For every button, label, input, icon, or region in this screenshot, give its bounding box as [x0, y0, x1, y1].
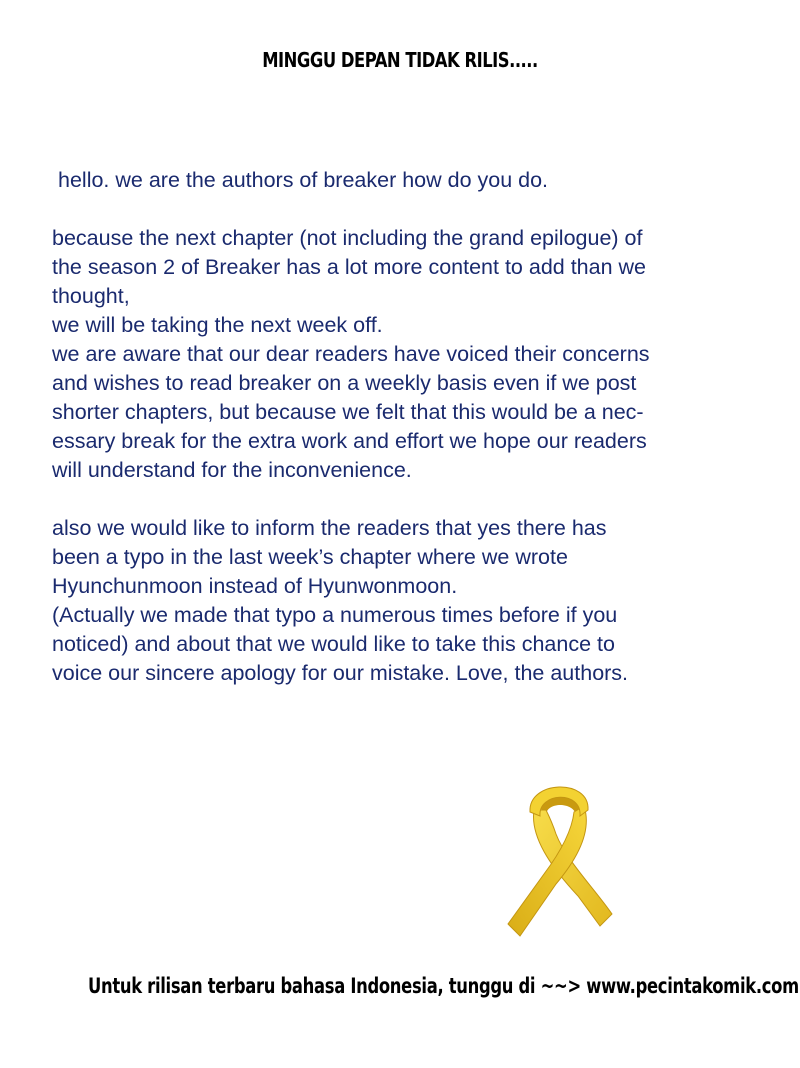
paragraph-gap: [52, 485, 752, 514]
letter-line: hello. we are the authors of breaker how do you do.: [58, 168, 549, 192]
letter-line: and wishes to read breaker on a weekly basis even if we post: [52, 371, 637, 395]
paragraph-gap: [52, 195, 752, 224]
letter-line: noticed) and about that we would like to take this chance to: [52, 632, 615, 656]
letter-line: been a typo in the last week’s chapter where we wrote: [52, 545, 568, 569]
letter-line: we will be taking the next week off.: [52, 313, 383, 337]
letter-line: shorter chapters, but because we felt that this would be a nec-: [52, 400, 644, 424]
yellow-ribbon-icon: [500, 776, 620, 946]
footer-promo-text: Untuk rilisan terbaru bahasa Indonesia, tunggu di ~~> www.pecintakomik.com: [88, 974, 799, 998]
letter-line: voice our sincere apology for our mistake. Love, the authors.: [52, 661, 629, 685]
letter-line: because the next chapter (not including the grand epilogue) of: [52, 226, 643, 250]
letter-line: (Actually we made that typo a numerous times before if you: [52, 603, 618, 627]
authors-letter: [52, 166, 752, 688]
letter-line: also we would like to inform the readers that yes there has: [52, 516, 607, 540]
letter-line: essary break for the extra work and effort we hope our readers: [52, 429, 647, 453]
page-title: MINGGU DEPAN TIDAK RILIS.....: [262, 48, 538, 72]
letter-line: we are aware that our dear readers have voiced their concerns: [52, 342, 650, 366]
letter-line: the season 2 of Breaker has a lot more content to add than we: [52, 255, 647, 279]
letter-line: will understand for the inconvenience.: [52, 458, 412, 482]
letter-line: thought,: [52, 284, 130, 308]
letter-line: Hyunchunmoon instead of Hyunwonmoon.: [52, 574, 458, 598]
